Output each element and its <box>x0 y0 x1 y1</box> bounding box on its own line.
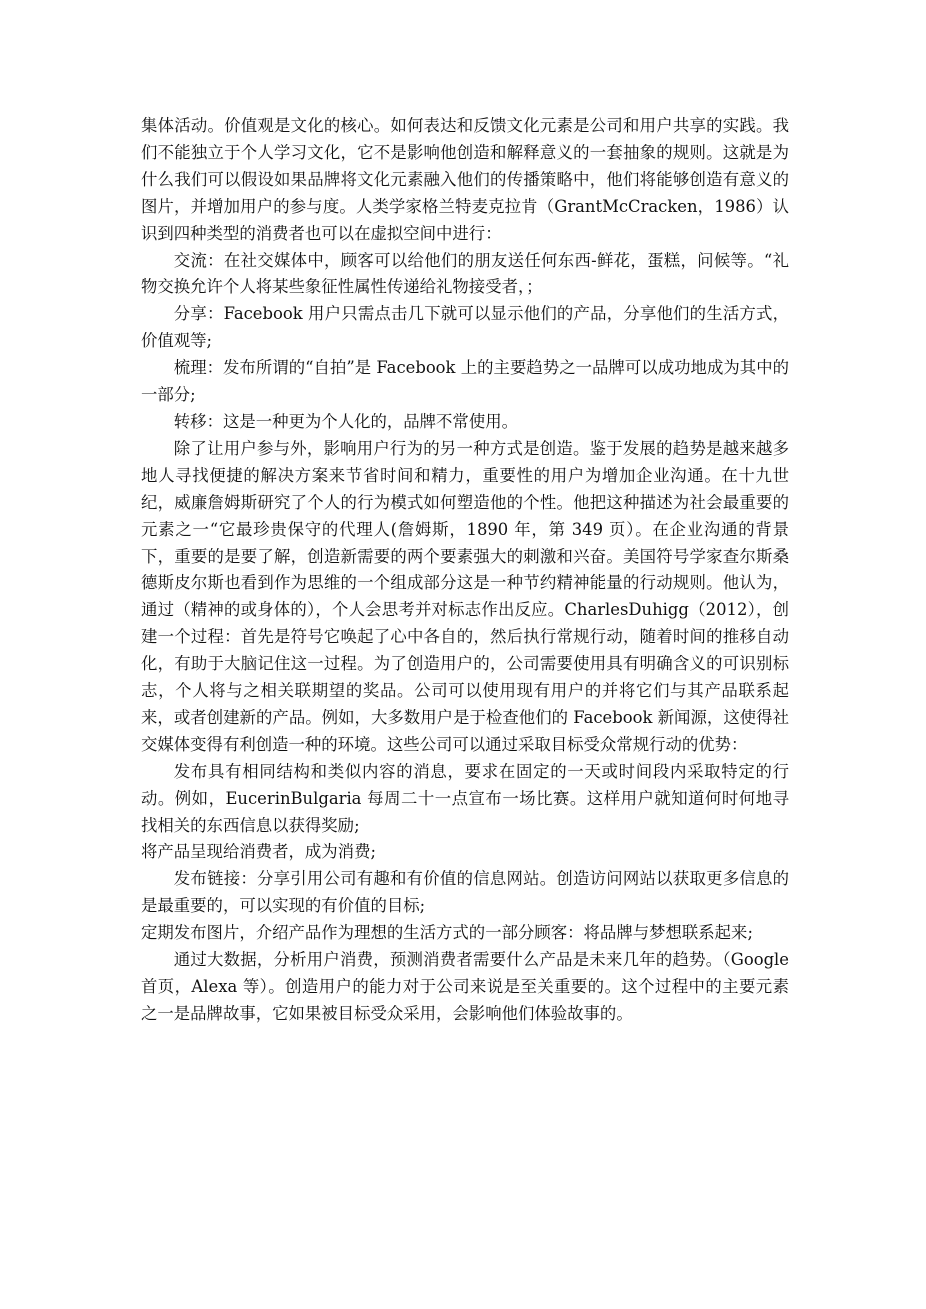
paragraph: 集体活动。价值观是文化的核心。如何表达和反馈文化元素是公司和用户共享的实践。我们不能独立于个人学习文化，它不是影响他创造和解释意义的一套抽象的规则。这就是为什么我们可以假设如果品牌将文化元素融入他们的传播策略中，他们将能够创造有意义的图片，并增加用户的参与度。人类学家格兰特麦克拉肯（GrantMcCracken，1986）认识到四种类型的消费者也可以在虚拟空间中进行： <box>141 116 789 243</box>
paragraph: 将产品呈现给消费者，成为消费; <box>141 842 376 862</box>
paragraph: 发布链接：分享引用公司有趣和有价值的信息网站。创造访问网站以获取更多信息的是最重要的，可以实现的有价值的目标; <box>141 869 789 916</box>
paragraph: 定期发布图片，介绍产品作为理想的生活方式的一部分顾客：将品牌与梦想联系起来; <box>141 923 753 943</box>
paragraph: 发布具有相同结构和类似内容的消息，要求在固定的一天或时间段内采取特定的行动。例如，EucerinBulgaria 每周二十一点宣布一场比赛。这样用户就知道何时何地寻找相关的东西信息以获得奖励; <box>141 761 789 835</box>
paragraph: 交流：在社交媒体中，顾客可以给他们的朋友送任何东西-鲜花，蛋糕，问候等。“礼物交换允许个人将某些象征性属性传递给礼物接受者，； <box>141 250 789 297</box>
paragraph: 除了让用户参与外，影响用户行为的另一种方式是创造。鉴于发展的趋势是越来越多地人寻找便捷的解决方案来节省时间和精力，重要性的用户为增加企业沟通。在十九世纪，威廉詹姆斯研究了个人的行为模式如何塑造他的个性。他把这种描述为社会最重要的元素之一“它最珍贵保守的代理人(詹姆斯，1890 年，第 349 页）。在企业沟通的背景下，重要的是要了解，创造新需要的两个要素强大的刺激和兴奋。美国符号学家查尔斯桑德斯皮尔斯也看到作为思维的一个组成部分这是一种节约精神能量的行动规则。他认为，通过（精神的或身体的），个人会思考并对标志作出反应。CharlesDuhigg（2012），创建一个过程：首先是符号它唤起了心中各自的，然后执行常规行动，随着时间的推移自动化，有助于大脑记住这一过程。为了创造用户的，公司需要使用具有明确含义的可识别标志，个人将与之相关联期望的奖品。公司可以使用现有用户的并将它们与其产品联系起来，或者创建新的产品。例如，大多数用户是于检查他们的 Facebook 新闻源，这使得社交媒体变得有利创造一种的环境。这些公司可以通过采取目标受众常规行动的优势： <box>141 438 789 754</box>
paragraph: 梳理：发布所谓的“自拍”是 Facebook 上的主要趋势之一品牌可以成功地成为其中的一部分; <box>141 358 789 405</box>
paragraph: 转移：这是一种更为个人化的，品牌不常使用。 <box>173 411 518 431</box>
document-page <box>141 113 789 1028</box>
paragraph: 通过大数据，分析用户消费，预测消费者需要什么产品是未来几年的趋势。（Google 首页，Alexa 等）。创造用户的能力对于公司来说是至关重要的。这个过程中的主要元素之一是品牌故事，它如果被目标受众采用，会影响他们体验故事的。 <box>141 950 789 1023</box>
paragraph: 分享：Facebook 用户只需点击几下就可以显示他们的产品，分享他们的生活方式，价值观等; <box>141 304 789 351</box>
